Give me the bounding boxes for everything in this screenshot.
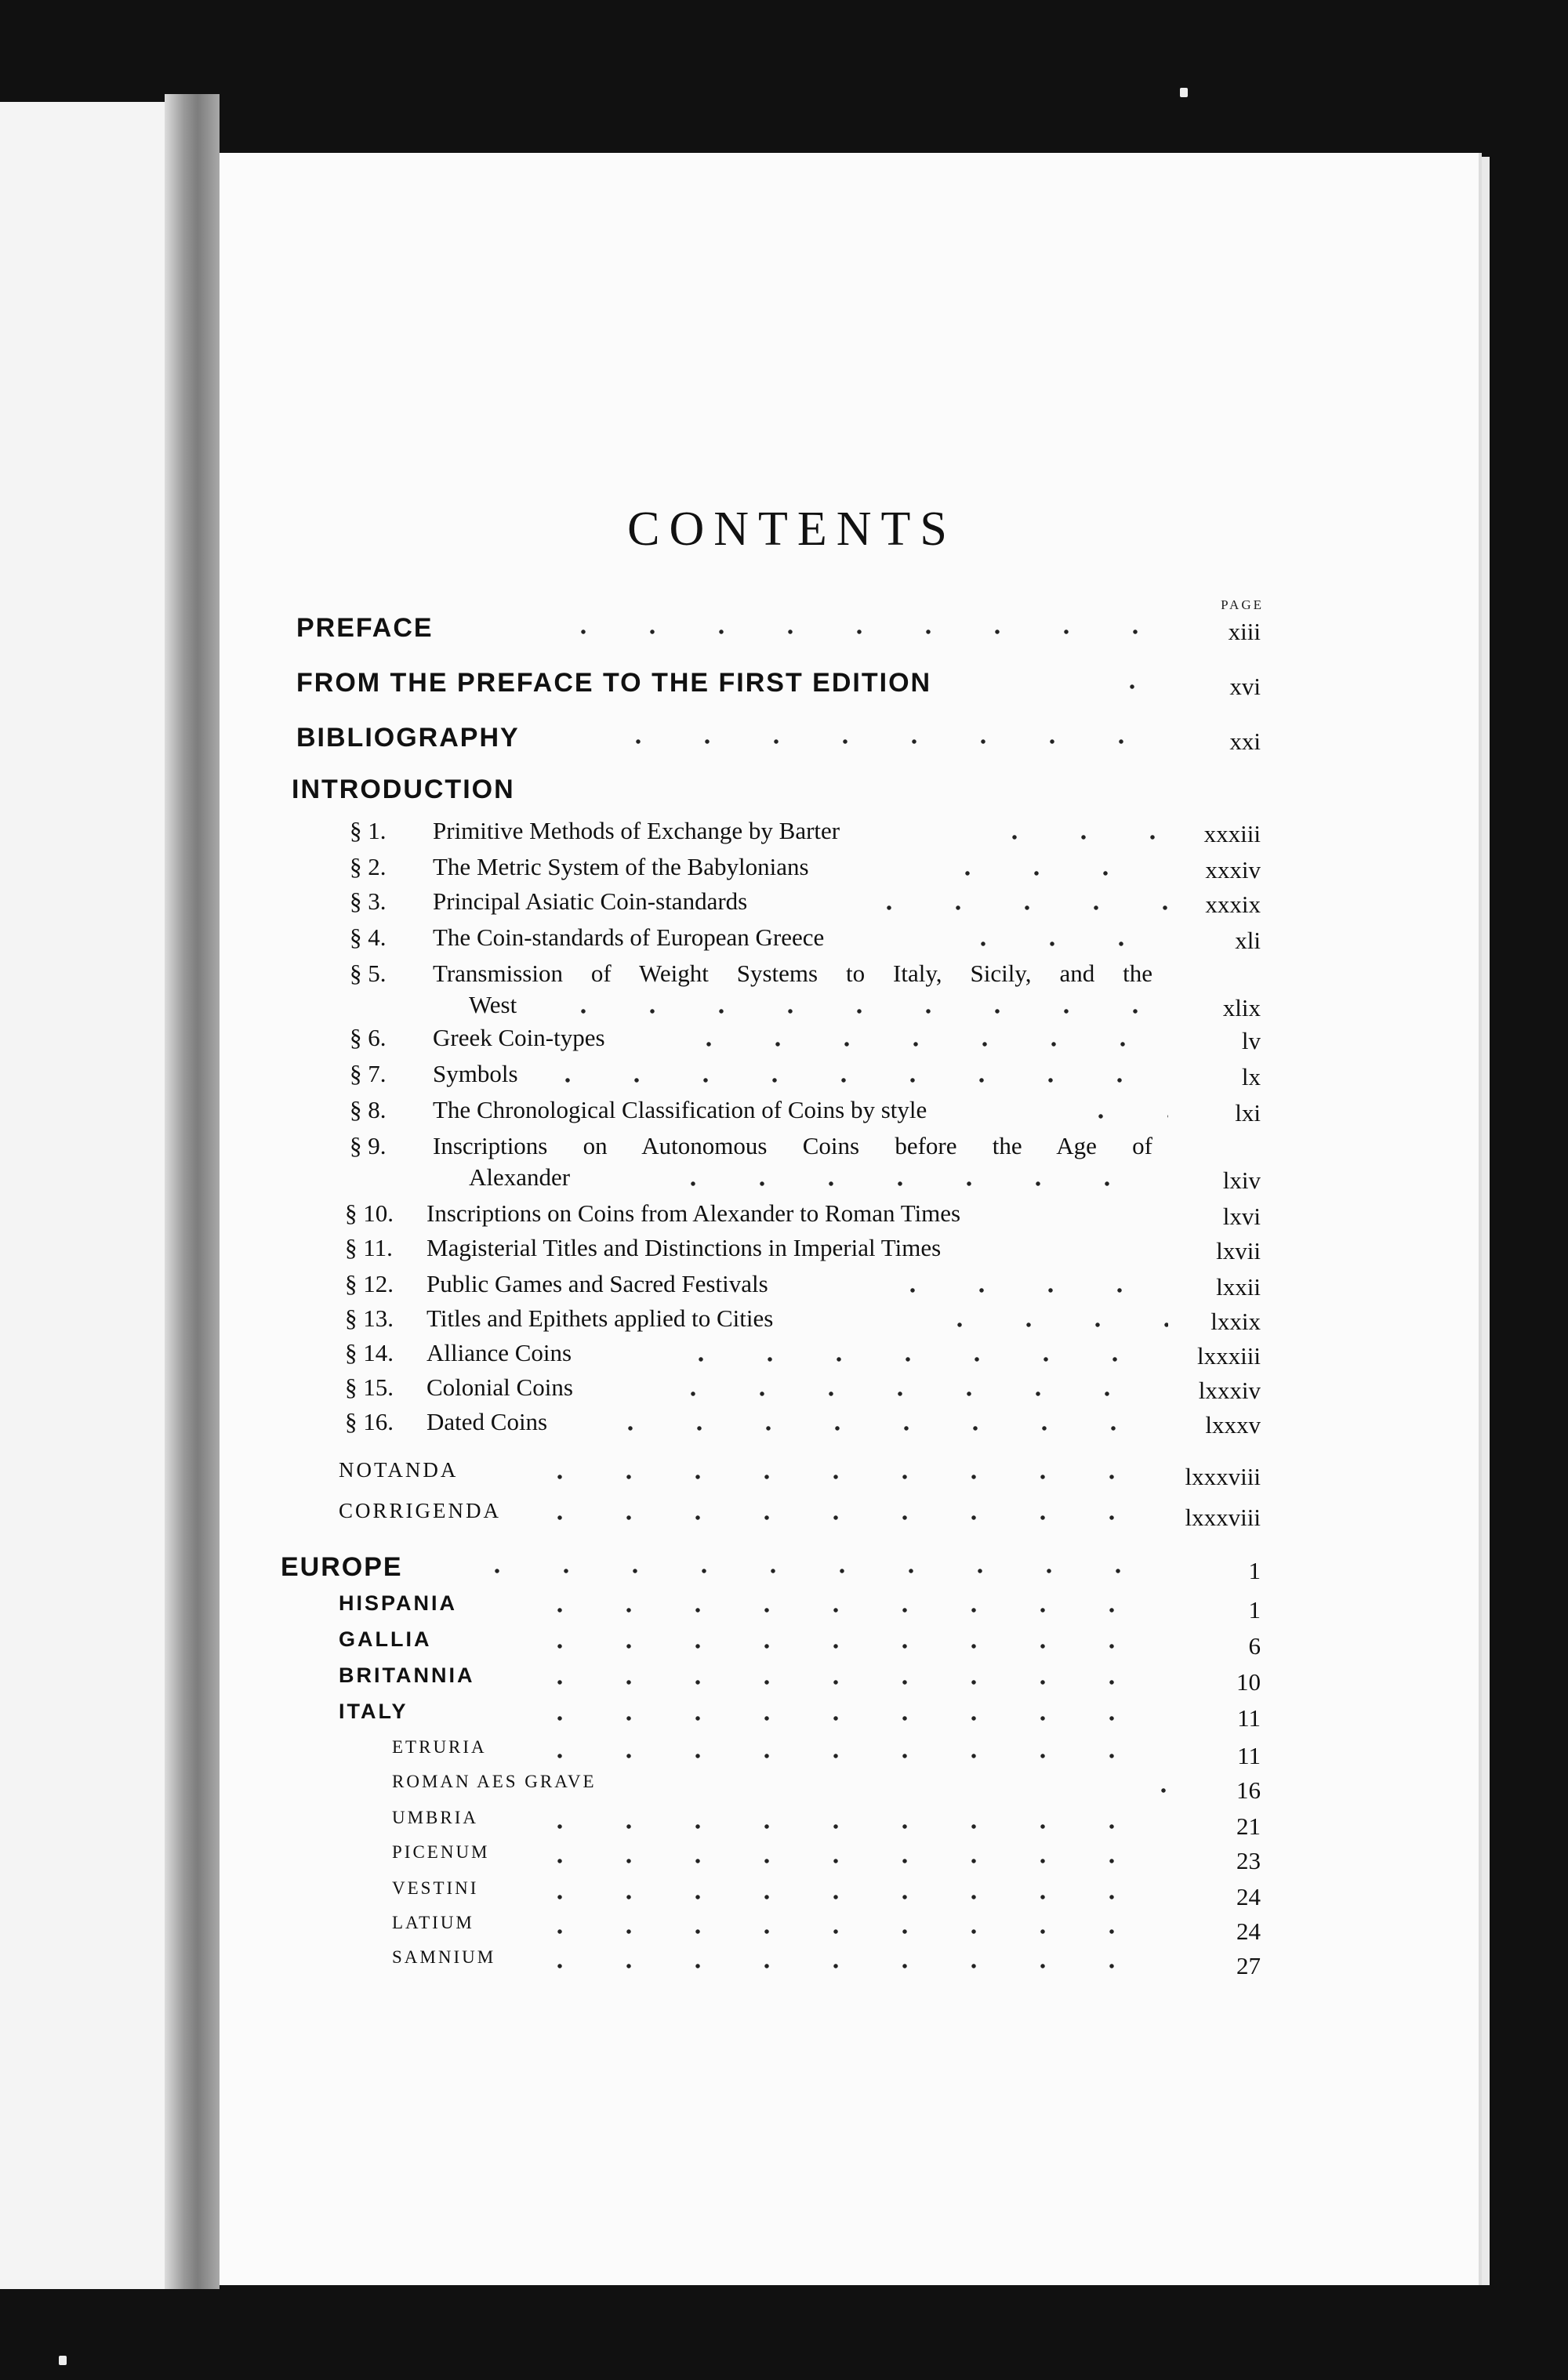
leader-dots [659, 1391, 1168, 1397]
leader-dots [855, 905, 1168, 911]
leader-dots [1066, 1113, 1168, 1119]
section-page-number: xxxiii [1203, 820, 1261, 847]
scan-speck [59, 2356, 67, 2365]
toc-subregion-entry [0, 1947, 1568, 1983]
section-title: Symbols [433, 1060, 518, 1087]
entry-page-number: 1 [1248, 1557, 1261, 1584]
toc-region-entry [0, 1700, 1568, 1736]
leader-dots [525, 1894, 1168, 1900]
entry-label: PICENUM [392, 1842, 490, 1862]
entry-page-number: 1 [1248, 1596, 1261, 1624]
section-page-number: xli [1235, 927, 1261, 954]
section-title: The Coin-standards of European Greece [433, 923, 825, 951]
entry-page-number: 24 [1236, 1917, 1261, 1945]
toc-section-entry [0, 887, 1568, 923]
toc-section-entry [0, 1096, 1568, 1132]
entry-label: FROM THE PREFACE TO THE FIRST EDITION [296, 668, 932, 698]
section-number: § 2. [350, 853, 387, 880]
section-page-number: lxi [1235, 1099, 1261, 1127]
entry-page-number: 11 [1237, 1704, 1261, 1732]
section-title: Greek Coin-types [433, 1024, 605, 1051]
entry-label: SAMNIUM [392, 1947, 496, 1967]
section-number: § 9. [350, 1132, 387, 1159]
leader-dots [525, 1858, 1168, 1864]
section-page-number: lxvii [1216, 1237, 1261, 1264]
leader-dots [463, 1568, 1168, 1574]
leader-dots [949, 941, 1168, 947]
toc-subregion-entry [0, 1842, 1568, 1878]
section-number: § 15. [345, 1373, 394, 1401]
section-title: Colonial Coins [426, 1373, 573, 1401]
entry-page-number: lxxxviii [1185, 1504, 1261, 1531]
section-page-number: lxxix [1210, 1308, 1261, 1335]
toc-region-entry [0, 1591, 1568, 1627]
leader-dots [1129, 1787, 1168, 1794]
toc-note-entry [0, 1499, 1568, 1535]
section-title: Titles and Epithets applied to Cities [426, 1304, 774, 1332]
section-title: The Metric System of the Babylonians [433, 853, 809, 880]
leader-dots [525, 1474, 1168, 1480]
entry-page-number: 10 [1236, 1668, 1261, 1696]
leader-dots [596, 1425, 1168, 1431]
section-number: § 10. [345, 1199, 394, 1227]
section-number: § 1. [350, 817, 387, 844]
toc-section-entry [0, 960, 1568, 1021]
toc-europe-entry [0, 1552, 1568, 1588]
toc-note-entry [0, 1458, 1568, 1494]
leader-dots [980, 834, 1168, 840]
toc-section-entry [0, 817, 1568, 853]
entry-label: GALLIA [339, 1627, 432, 1651]
entry-label: PREFACE [296, 613, 434, 643]
leader-dots [666, 1356, 1168, 1362]
leader-dots [878, 1287, 1168, 1293]
leader-dots [674, 1041, 1168, 1047]
leader-dots [525, 1928, 1168, 1935]
entry-label: BRITANNIA [339, 1663, 475, 1687]
section-title: Transmission of Weight Systems to Italy, Sicily, and the [433, 960, 1152, 987]
toc-region-entry [0, 1627, 1568, 1663]
leader-dots [525, 1753, 1168, 1759]
section-number: § 11. [345, 1234, 393, 1261]
toc-section-entry [0, 1234, 1568, 1270]
toc-section-entry [0, 1132, 1568, 1194]
toc-subregion-entry [0, 1913, 1568, 1949]
section-number: § 13. [345, 1304, 394, 1332]
section-page-number: xxxix [1205, 891, 1261, 918]
section-title-continuation: Alexander [469, 1163, 571, 1191]
toc-front-entry [0, 668, 1568, 704]
section-title: Dated Coins [426, 1408, 548, 1435]
toc-front-entry [0, 723, 1568, 759]
entry-label: EUROPE [281, 1552, 403, 1582]
toc-subregion-entry [0, 1808, 1568, 1844]
entry-page-number: xiii [1228, 618, 1261, 645]
toc-subregion-entry [0, 1878, 1568, 1914]
toc-front-entry [0, 613, 1568, 649]
leader-dots [525, 1607, 1168, 1613]
toc-section-entry [0, 1060, 1568, 1096]
entry-label: HISPANIA [339, 1591, 458, 1615]
section-title: Public Games and Sacred Festivals [426, 1270, 768, 1297]
entry-label: ITALY [339, 1700, 408, 1723]
section-page-number: lxvi [1222, 1203, 1261, 1230]
entry-label: NOTANDA [339, 1458, 459, 1482]
section-number: § 4. [350, 923, 387, 951]
leader-dots [925, 1322, 1168, 1328]
toc-section-entry [0, 1339, 1568, 1375]
section-title: Magisterial Titles and Distinctions in Imperial Times [426, 1234, 942, 1261]
section-number: § 12. [345, 1270, 394, 1297]
section-page-number: lxiv [1222, 1166, 1261, 1194]
section-heading: INTRODUCTION [292, 775, 515, 804]
entry-label: LATIUM [392, 1913, 474, 1932]
toc-section-entry [0, 853, 1568, 889]
leader-dots [525, 1643, 1168, 1649]
entry-page-number: xvi [1229, 673, 1261, 700]
toc-section-entry [0, 1199, 1568, 1235]
toc-section-entry [0, 1373, 1568, 1409]
entry-page-number: 16 [1236, 1776, 1261, 1804]
leader-dots [549, 1008, 1168, 1014]
entry-label: ETRURIA [392, 1737, 487, 1757]
leader-dots [604, 738, 1168, 745]
toc-section-entry [0, 1270, 1568, 1306]
leader-dots [525, 1963, 1168, 1969]
toc-section-entry [0, 923, 1568, 960]
section-title: Alliance Coins [426, 1339, 572, 1366]
section-title: Inscriptions on Coins from Alexander to Roman Times [426, 1199, 961, 1227]
section-number: § 3. [350, 887, 387, 915]
section-page-number: lx [1241, 1063, 1261, 1090]
leader-dots [549, 629, 1168, 635]
entry-label: VESTINI [392, 1878, 479, 1898]
entry-label: BIBLIOGRAPHY [296, 723, 520, 753]
entry-label: CORRIGENDA [339, 1499, 502, 1522]
leader-dots [525, 1823, 1168, 1830]
section-number: § 14. [345, 1339, 394, 1366]
entry-page-number: 6 [1248, 1632, 1261, 1660]
section-number: § 5. [350, 960, 387, 987]
section-title: The Chronological Classification of Coins by style [433, 1096, 927, 1123]
section-title: Principal Asiatic Coin-standards [433, 887, 748, 915]
toc-section-entry [0, 1304, 1568, 1341]
entry-page-number: lxxxviii [1185, 1463, 1261, 1490]
leader-dots [533, 1077, 1168, 1083]
toc-introduction-heading [0, 775, 1568, 811]
leader-dots [525, 1679, 1168, 1685]
toc-subregion-entry [0, 1772, 1568, 1808]
section-number: § 6. [350, 1024, 387, 1051]
entry-page-number: 21 [1236, 1812, 1261, 1840]
leader-dots [659, 1181, 1168, 1187]
section-title: Primitive Methods of Exchange by Barter [433, 817, 840, 844]
leader-dots [1098, 684, 1168, 690]
section-page-number: lxxxv [1205, 1411, 1261, 1439]
toc-subregion-entry [0, 1737, 1568, 1773]
page-column-label: PAGE [1221, 597, 1264, 612]
entry-label: ROMAN AES GRAVE [392, 1772, 597, 1791]
leader-dots [525, 1715, 1168, 1722]
section-title-continuation: West [469, 991, 517, 1018]
entry-page-number: 23 [1236, 1847, 1261, 1874]
section-number: § 7. [350, 1060, 387, 1087]
entry-label: UMBRIA [392, 1808, 479, 1827]
section-page-number: lv [1241, 1027, 1261, 1054]
leader-dots [525, 1515, 1168, 1521]
scan-speck [1180, 88, 1188, 97]
section-page-number: xxxiv [1205, 856, 1261, 883]
section-page-number: xlix [1222, 994, 1261, 1021]
entry-page-number: 24 [1236, 1883, 1261, 1910]
section-number: § 16. [345, 1408, 394, 1435]
toc-section-entry [0, 1024, 1568, 1060]
entry-page-number: 27 [1236, 1952, 1261, 1979]
section-title: Inscriptions on Autonomous Coins before the Age of [433, 1132, 1152, 1159]
leader-dots [933, 870, 1168, 876]
section-page-number: lxxxiv [1198, 1377, 1261, 1404]
section-number: § 8. [350, 1096, 387, 1123]
page-title: CONTENTS [627, 502, 956, 556]
entry-page-number: xxi [1229, 727, 1261, 755]
toc-region-entry [0, 1663, 1568, 1700]
toc-section-entry [0, 1408, 1568, 1444]
section-page-number: lxxii [1216, 1273, 1261, 1301]
section-page-number: lxxxiii [1197, 1342, 1261, 1370]
entry-page-number: 11 [1237, 1742, 1261, 1769]
